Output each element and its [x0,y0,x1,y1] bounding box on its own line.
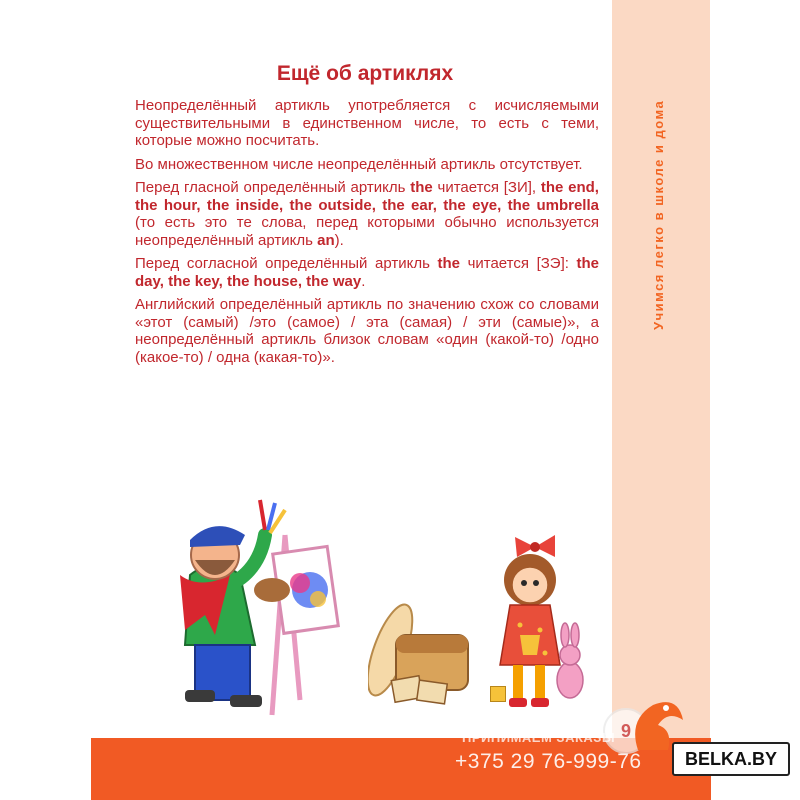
paragraph [135,156,599,174]
belka-logo[interactable] [672,742,790,776]
bold-term: the day, the key, the house, the way [135,255,599,290]
text-segment: читается [ЗИ], [432,179,541,196]
logo-text: BELKA.BY [684,749,777,769]
bold-term: the end, the hour, the inside, the outside, the ear, the eye, the umbrella [135,179,599,214]
article-body [135,97,599,372]
toy-block [490,686,506,702]
watermark-phone: +375 29 76-999-76 [455,750,642,773]
text-segment: Перед гласной определённый артикль [135,179,411,196]
text-segment: ). [334,231,344,249]
text-segment: Во множественном числе неопределённый артикль отсутствует. [135,155,583,173]
page-title: Ещё об артиклях [276,62,454,85]
bold-term: the [437,255,460,272]
bread-illustration [368,590,478,710]
sidebar-title: Учимся легко в школе и дома [651,99,666,330]
painter-illustration [160,495,340,720]
text-segment: Перед согласной определённый артикль [135,255,438,272]
bold-term: the [410,179,433,196]
paragraph [135,97,599,150]
paragraph [135,296,599,366]
paragraph [135,179,599,249]
page-number: 9 [603,708,649,754]
text-segment: Английский определённый артикль по значению схож со словами «этот (самый) /это (самое) / эта (самая) / эти (самые)», а неопределённый артикль близок словам «один (какой-то) /одно (какое-то) / одна (какая-то)». [135,296,599,366]
watermark-orders: ПРИНИМАЕМ ЗАКАЗЫ [462,730,616,745]
text-segment: . [361,272,366,290]
bold-term: an [317,231,335,249]
text-segment: (то есть это те слова, перед которыми обычно используется неопределённый артикль [135,214,599,249]
text-segment: Неопределённый артикль употребляется с исчисляемыми существительными в единственном числе, то есть с теми, которые можно посчитать. [135,97,599,149]
text-segment: читается [ЗЭ]: [459,255,577,272]
paragraph [135,255,599,290]
